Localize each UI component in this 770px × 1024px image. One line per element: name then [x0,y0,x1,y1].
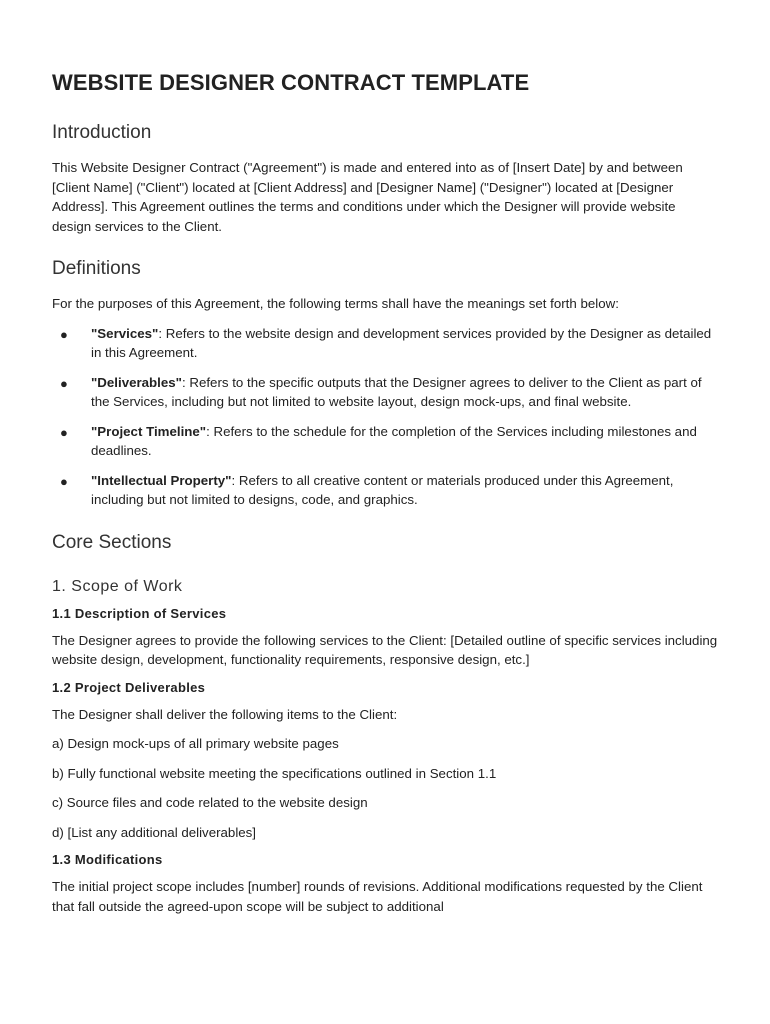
definition-term: "Intellectual Property" [91,472,232,488]
definition-item [52,324,718,363]
bullet-icon: ● [60,424,68,440]
definitions-list [52,324,718,510]
deliverable-item: d) [List any additional deliverables] [52,824,257,840]
definition-item [52,471,718,510]
deliverable-item: c) Source files and code related to the website design [52,795,368,810]
definition-text: : Refers to the specific outputs that the Designer agrees to deliver to the Client as part of the Services, including but not limited to website layout, design mock-ups, and final website. [91,374,702,409]
definition-term: "Services" [91,325,159,341]
definition-text: : Refers to the schedule for the completion of the Services including milestones and deadlines. [91,423,697,458]
bullet-icon: ● [60,473,68,489]
definition-term: "Deliverables" [91,374,182,390]
deliverable-item: a) Design mock-ups of all primary website pages [52,736,339,751]
section-1-1-body: The Designer agrees to provide the following services to the Client: [Detailed outline of specific services including website design, development, functionality requirements, responsive design, etc.] [52,632,718,667]
definition-text: : Refers to all creative content or materials produced under this Agreement, including but not limited to designs, code, and graphics. [91,472,674,507]
introduction-heading: Introduction [52,122,152,143]
definitions-heading: Definitions [52,258,141,279]
section-1-3-body: The initial project scope includes [number] rounds of revisions. Additional modifications requested by the Client that fall outside the agreed-upon scope will be subject to additional [52,879,703,914]
definition-term: "Project Timeline" [91,423,207,439]
definition-item [52,422,718,461]
bullet-icon: ● [60,375,68,391]
section-1-3-heading: 1.3 Modifications [52,852,163,867]
deliverable-item: b) Fully functional website meeting the specifications outlined in Section 1.1 [52,765,497,781]
section-1-1-heading: 1.1 Description of Services [52,605,227,621]
definitions-lead: For the purposes of this Agreement, the following terms shall have the meanings set forth below: [52,296,619,311]
definition-text: : Refers to the website design and development services provided by the Designer as detailed in this Agreement. [91,325,712,360]
section-1-2-lead: The Designer shall deliver the following items to the Client: [52,706,398,722]
document-title: WEBSITE DESIGNER CONTRACT TEMPLATE [52,70,530,95]
core-sections-heading: Core Sections [52,531,172,553]
definition-item [52,373,718,412]
bullet-icon: ● [60,326,68,342]
scope-of-work-heading: 1. Scope of Work [52,577,183,595]
introduction-body: This Website Designer Contract ("Agreement") is made and entered into as of [Insert Date] by and between [Client Name] ("Client") located at [Client Address] and [Designer Name] ("Designer") located at [Designer Address]. This Agreement outlines the terms and conditions under which the Designer will provide website design services to the Client. [52,160,683,234]
section-1-2-heading: 1.2 Project Deliverables [52,679,206,695]
